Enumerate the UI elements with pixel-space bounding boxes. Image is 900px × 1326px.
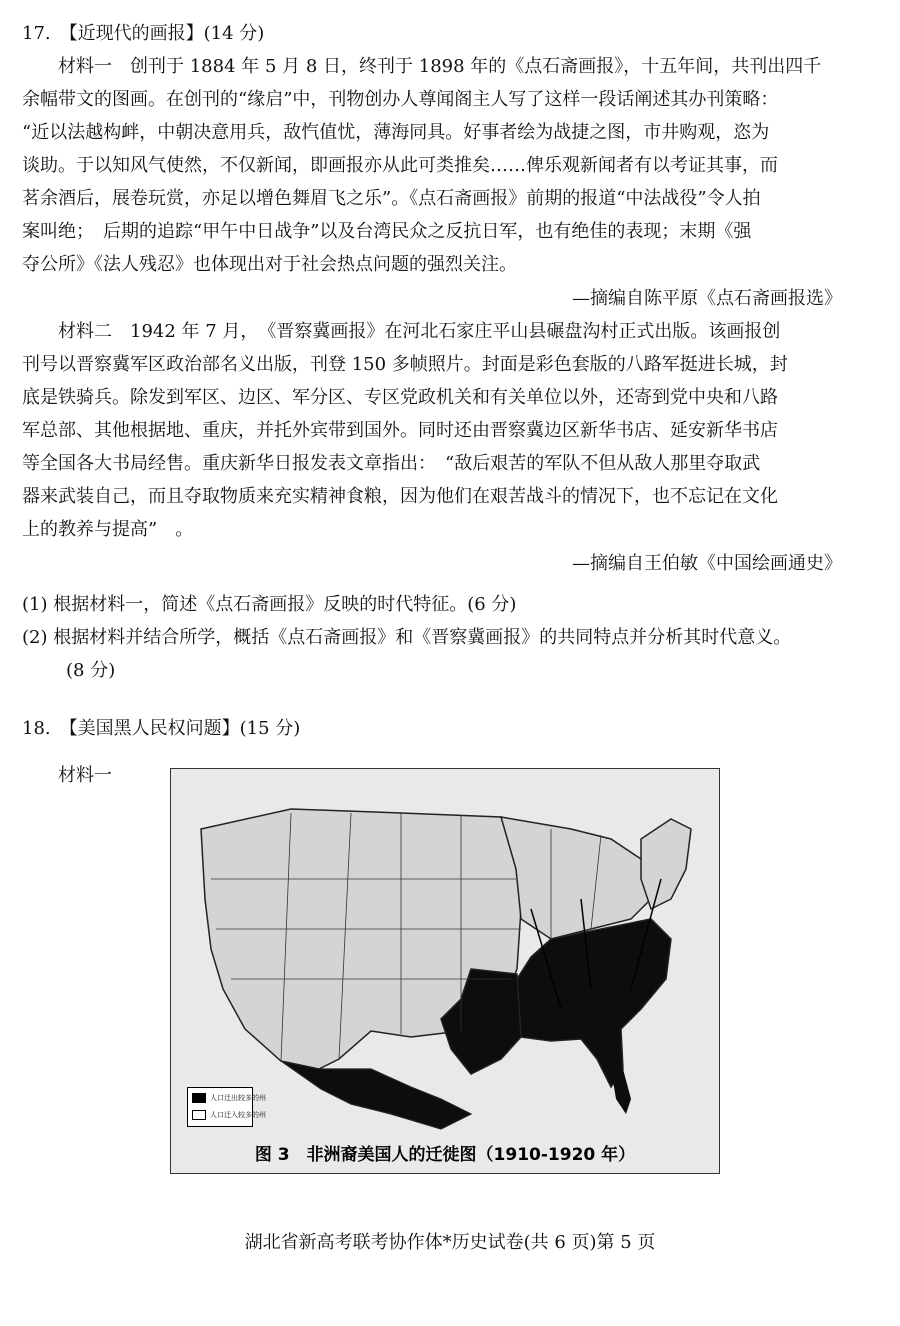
q17-m2-line: 上的教养与提高” 。 <box>22 519 194 540</box>
q17-m2-line: 刊号以晋察冀军区政治部名义出版，刊登 150 多帧照片。封面是彩色套版的八路军挺进长城，封 <box>22 354 788 375</box>
q17-m1-line: 夺公所》《法人残忍》也体现出对于社会热点问题的强烈关注。 <box>22 254 517 275</box>
q17-subquestion-2: (2) 根据材料并结合所学，概括《点石斋画报》和《晋察冀画报》的共同特点并分析其时代意义。 <box>22 627 792 648</box>
q17-m2-line: 底是铁骑兵。除发到军区、边区、军分区、专区党政机关和有关单位以外，还寄到党中央和八路 <box>22 387 778 408</box>
page-footer: 湖北省新高考联考协作体*历史试卷(共 6 页)第 5 页 <box>244 1232 656 1253</box>
q18-header: 18. 【美国黑人民权问题】(15 分) <box>22 718 301 739</box>
q17-m1-line: 茗余酒后，展卷玩赏，亦足以增色舞眉飞之乐”。《点石斋画报》前期的报道“中法战役”令人拍 <box>22 188 761 209</box>
q17-m2-line: 等全国各大书局经售。重庆新华日报发表文章指出： “敌后艰苦的军队不但从敌人那里夺取武 <box>22 453 761 474</box>
q17-m1-line: 案叫绝； 后期的追踪“甲午中日战争”以及台湾民众之反抗日军，也有绝佳的表现；末期《强 <box>22 221 752 242</box>
q17-m2-line: 器来武装自己，而且夺取物质来充实精神食粮，因为他们在艰苦战斗的情况下，也不忘记在文化 <box>22 486 778 507</box>
q17-m1-source: —摘编自陈平原《点石斋画报选》 <box>572 288 842 309</box>
us-migration-map <box>170 768 720 1174</box>
legend-label-out: 人口迁出较多的州 <box>210 1094 266 1102</box>
q17-m2-source: —摘编自王伯敏《中国绘画通史》 <box>572 553 842 574</box>
q17-m1-line: “近以法越构衅，中朝决意用兵，敌忾值忧，薄海同具。好事者绘为战捷之图，市井购观，恣为 <box>22 122 770 143</box>
q17-m1-line: 材料一 创刊于 1884 年 5 月 8 日，终刊于 1898 年的《点石斋画报》，十五年间，共刊出四千 <box>58 56 822 77</box>
legend-label-in: 人口迁入较多的州 <box>210 1111 266 1119</box>
q17-m2-line: 材料二 1942 年 7 月， 《晋察冀画报》在河北石家庄平山县碾盘沟村正式出版。该画报创 <box>58 321 781 342</box>
q17-header: 17. 【近现代的画报】(14 分) <box>22 23 265 44</box>
q18-m1-label: 材料一 <box>58 765 112 786</box>
map-legend <box>187 1087 266 1127</box>
q17-subquestion-2-points: (8 分) <box>66 660 116 681</box>
legend-swatch-out <box>192 1093 206 1103</box>
q17-m2-line: 军总部、其他根据地、重庆，并托外宾带到国外。同时还由晋察冀边区新华书店、延安新华书店 <box>22 420 778 441</box>
q17-m1-line: 余幅带文的图画。在创刊的“缘启”中，刊物创办人尊闻阁主人写了这样一段话阐述其办刊策略： <box>22 89 779 110</box>
q17-subquestion-1: (1) 根据材料一，简述《点石斋画报》反映的时代特征。(6 分) <box>22 594 517 615</box>
q17-m1-line: 谈助。于以知风气使然，不仅新闻，即画报亦从此可类推矣……俾乐观新闻者有以考证其事，而 <box>22 155 778 176</box>
legend-swatch-in <box>192 1110 206 1120</box>
map-caption: 图 3 非洲裔美国人的迁徙图（1910-1920 年） <box>254 1145 636 1165</box>
